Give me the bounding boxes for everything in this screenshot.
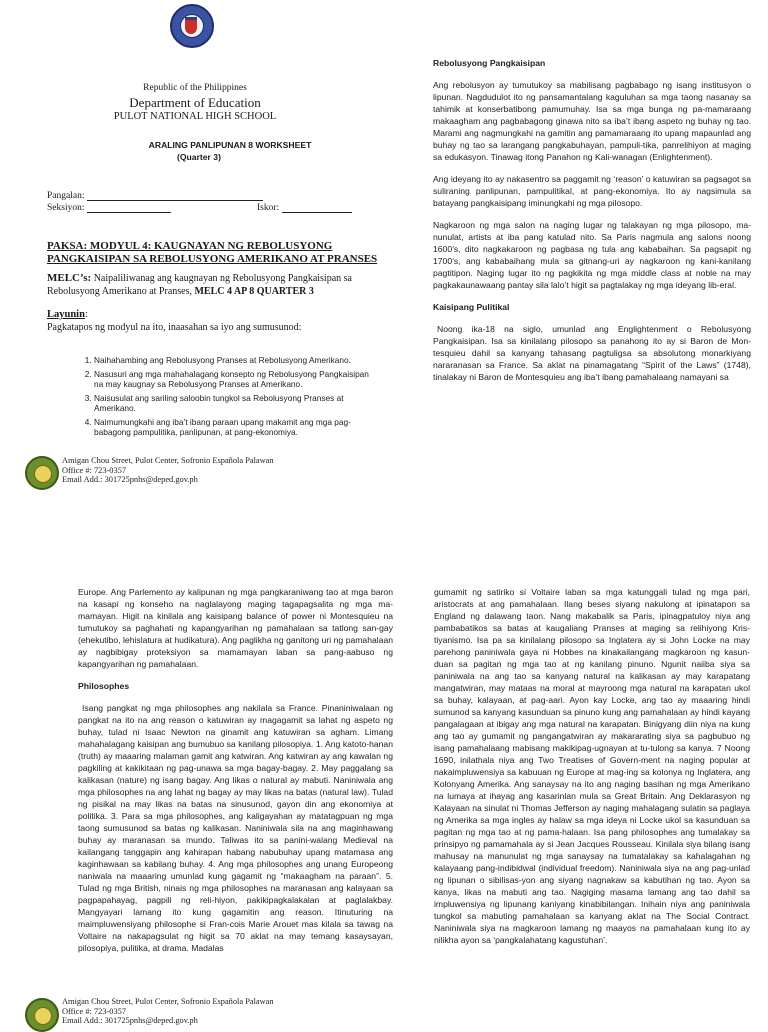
topic-heading <box>47 240 387 266</box>
page2-left-column <box>78 586 393 964</box>
paragraph: Noong ika-18 na siglo, umunlad ang Englightenment o Rebolusyong Pangkaisipan. Isa sa kinilalang pilosopo sa panahong ito ay si Baron de Mon-tesquieu dahil sa kanyang tahasang pagtuligsa sa absolutong monarkiyang nararanasan sa France. Sa aklat na pinamagatang “Spirit of the Laws” (1748), tinalakay ni Baron de Montesquieu ang iba’t ibang pamahalaang namayani sa <box>433 324 751 382</box>
objective-item: 3. Naisusulat ang sariling saloobin tungkol sa Rebolusyong Pranses at Amerikano. <box>94 393 374 414</box>
worksheet-title: ARALING PANLIPUNAN 8 WORKSHEET <box>148 140 312 150</box>
melc-text-a: Naipaliliwanag ang kaugnayan ng Rebolusyong Pangkaisipan sa <box>93 273 352 284</box>
paragraph: Nagkaroon ng mga salon na naging lugar ng talakayan ng mga pilosopo, ma-nunulat, artists at iba pang katulad nito. Sa Paris nagmula ang salons noong 1600’s, dito nagkakaroon ng pagbasa ng tula ang kababaihan. Sa pagsapit ng 1700’s, ang kababaihang mula sa gitnang-uri ay nagkaroon ng kani-kanilang pagtitipon. Naging lugar ito ng pagkikita ng mga middle class at noble na may pagkakaunawaang pantay sila lalo’t higit sa pagtalakay ng mga ideyang lib-eral. <box>433 220 751 290</box>
section-heading: Rebolusyong Pangkaisipan <box>433 58 546 68</box>
topic-line-2: PANGKAISIPAN SA REBOLUSYONG AMERIKANO AT PRANSES <box>47 253 378 265</box>
paragraph: Europe. Ang Parlemento ay kalipunan ng mga pangkaraniwang tao at mga baron na kasapi ng konseho na naglalayong maging tagapagsalita ng mga ma-mamayan. Higit na kinilala ang kaisipang balance of power ni Montesquieu na tumutukoy sa paghahati ng kapangyarihan ng pamahalaan sa tatlong san-gay (ehekutibo, lehislatura at hudikatura). Ang paglikha ng ganitong uri ng pamahalaan ay nagbibigay proteksiyon sa mamamayan laban sa pang-aabuso ng kapangyarihan ng pamahalaan. <box>78 587 393 669</box>
footer-address: Amigan Chou Street, Pulot Center, Sofronio Española Palawan <box>62 456 274 465</box>
objective-item: 1. Naihahambing ang Rebolusyong Pranses at Rebolusyong Amerikano. <box>94 355 374 366</box>
section-heading: Philosophes <box>78 681 130 691</box>
header-school: PULOT NATIONAL HIGH SCHOOL <box>113 111 277 122</box>
section-label: Seksiyon: <box>47 203 85 213</box>
page2-footer <box>62 997 322 1026</box>
section-field[interactable] <box>47 203 171 213</box>
melc-label: MELC’s: <box>47 272 92 284</box>
page1-right-column <box>433 57 751 393</box>
paragraph: Isang pangkat ng mga philosophes ang nakilala sa France. Pinaniniwalaan ng pangkat na ito na ang reason o katuwiran ay magagamit sa lahat ng aspeto ng buhay, tulad ni Isaac Newton na ginamit ang katuwiran sa agham. Limang mahahalagang kaisipan ang bumubuo sa kanilang pilosopiya. 1. Ang katoto-hanan (truth) ay maaaring malaman gamit ang katwiran. Ang katwiran ay ang kawalan ng pagkiling at kakikitaan ng pag-unawa sa mga bagay-bagay. 2. May paggalang sa kalikasan (nature) ng isang bagay. Ang likas o natural ay mabuti. Naniniwala ang mga philosophes na ang lahat ng bagay ay may likas na batas (natural law). Tulad ng pisikal na may likas na batas na sinusunod, gayon din ang ekonomiya at politika. 3. Para sa mga philosophes, ang kaligayahan ay matatagpuan ng mga taong sumusunod sa batas ng kalikasan. Naniniwala sila na ang maginhawang buhay ay maranasan sa mundo. Taliwas ito sa panini-walang Medieval na kailangang tanggapin ang kahirapan habang nabubuhay upang matamasa ang kaginhawaan sa kabilang buhay. 4. Ang mga philosophes ang unang Europeong naniwala na maaaring umunlad kung gagamit ng “makaagham na paraan”. 5. Tulad ng mga British, ninais ng mga philosophes na maranasan ang kalayaan sa pagpapahayag, pagpili ng reli-hiyon, pakikipagkalakalan at paglalakbay. Mangyayari lamang ito kung gagamitin ang reason. Itinuturing na maimpluwensiyang philosophe si Fran-cois Marie Arouet mas kilala sa tawag na Voltaire na nakapagsulat ng higit sa 70 aklat na may temang kasaysayan, pilosopiya, pulitika, at drama. Madalas <box>78 703 393 953</box>
footer-address: Amigan Chou Street, Pulot Center, Sofronio Española Palawan <box>62 997 274 1006</box>
layunin-colon: : <box>84 309 88 320</box>
objectives-list <box>80 355 374 441</box>
name-label: Pangalan: <box>47 191 85 201</box>
score-label: Iskor: <box>257 203 280 213</box>
layunin-label: Layunin <box>47 309 85 320</box>
page2-right-column <box>434 586 750 956</box>
footer-office: Office #: 723-0357 <box>62 1006 127 1016</box>
footer-office: Office #: 723-0357 <box>62 465 127 475</box>
header-country: Republic of the Philippines <box>143 83 247 93</box>
page1-footer <box>62 456 322 485</box>
school-logo-icon <box>25 456 59 490</box>
footer-email: Email Add.: 301725pnhs@deped.gov.ph <box>62 475 198 484</box>
layunin-heading <box>47 309 88 320</box>
section-input[interactable] <box>87 203 171 213</box>
score-input[interactable] <box>282 203 352 213</box>
name-field[interactable] <box>47 191 263 201</box>
header-department: Department of Education <box>129 95 261 110</box>
topic-line-1: PAKSA: MODYUL 4: KAUGNAYAN NG REBOLUSYONG <box>47 240 333 252</box>
deped-seal-icon <box>170 4 214 48</box>
objective-item: 4. Naimumungkahi ang iba’t ibang paraan upang makamit ang mga pag-babagong pampulitika, panlipunan, at pang-ekonomiya. <box>94 417 374 438</box>
footer-email: Email Add.: 301725pnhs@deped.gov.ph <box>62 1016 198 1025</box>
name-input[interactable] <box>87 191 263 201</box>
objective-item: 2. Nasusuri ang mga mahahalagang konsepto ng Rebolusyong Pangkaisipan na may kaugnay sa Rebolusyong Pranses at Amerikano. <box>94 369 374 390</box>
paragraph: Ang ideyang ito ay nakasentro sa paggamit ng ‘reason’ o katuwiran sa pagsagot sa suliraning panlipunan, pampulitikal, at pang-ekonomiya. Ito ay nagsimula sa batayang pangkaisipang iminungkahi ng mga pilosopo. <box>433 174 751 208</box>
school-logo-icon <box>25 998 59 1032</box>
melc-block <box>47 272 387 298</box>
paragraph: gumamit ng satiriko si Voltaire laban sa mga katunggali tulad ng mga pari, aristocrats at ang pamahalaan. Ilang beses siyang nakulong at ipinatapon sa England ng dalawang taon. Nang makabalik sa Paris, ipinagpatuloy niya ang pambabatikos sa batas at kaugaliang Pranses at maging sa relihiyong Kris-tiyanismo. Isa pa sa kinilalang pilosopo sa Inglatera ay si John Locke na may parehong paniniwala gaya ni Hobbes na kinakailangang magkaroon ng kasun-duan sa pagitan ng mga tao at ng kanilang pinuno. Ngunit naiiba siya sa paniniwala na ang tao sa kanyang natural na kalikasan ay may karapatang mangatwiran, may mataas na moral at mayroong mga natural na karapatan ukol sa buhay, kalayaan, at pag-aari. Ayon kay Locke, ang tao ay maaaring hindi sumunod sa kanyang kasunduan sa pinuno kung ang pamahalaan ay hindi kayang pangalagaan at ibigay ang mga natural na karapatan. Binigyang diin niya na kung ang tao ay gumamit ng pangangatwiran ay makararating siya sa pagbubuo ng isang pamahalaang mabisang makikipag-ugnayan at tu-tulong sa kanya. 7 Noong 1690, inilathala niya ang Two Treatises of Govern-ment na naging popular at nakaimpluwensiya sa kabuuan ng Europe at mag-ing sa kolonya ng Inglatera, ang Kolonyang Amerika. Ang sanaysay na ito ang naging basihan ng mga Amerikano na lumaya at ihayag ang kasarinlan mula sa Great Britain. Ang Deklarasyon ng Kalayaan na sinulat ni Thomas Jefferson ay naging mahalagang sulatin sa paglaya ng Amerika sa mga ingles ay halaw sa mga ideya ni Locke ukol sa kasunduan sa pagitan ng mga tao at ng pama-halaan. Isa pang philosophes ang tumalakay sa prinsipyo ng pamamahala ay si Jean Jacques Rousseau. Kinilala siya bilang isang mahusay na manunulat ng mga sanaysay na tumatalakay sa kahalagahan ng kalayaang pang-indibidwal (individual freedom). Naniniwala siya na ang pag-unlad ng lipunan o sibilisas-yon ang siyang nagnakaw sa kabutihan ng tao. Ayon sa kanya, likas na mabuti ang tao. Nagiging masama lamang ang tao dahil sa impluwensiya ng lipunang kaniyang kinabibilangan. Inihain niya ang paniniwala tungkol sa mabuting pamahalaan sa kanyang aklat na The Social Contract. Naniniwala siya na magkaroon lamang ng maayos na pamahalaan kung ito ay nilikha ayon sa ‘pangkalahatang kagustuhan’. <box>434 587 750 945</box>
melc-code: MELC 4 AP 8 QUARTER 3 <box>194 286 314 297</box>
melc-text-b: Rebolusyong Amerikano at Pranses, <box>47 286 192 297</box>
section-heading: Kaisipang Pulitikal <box>433 302 510 312</box>
paragraph: Ang rebolusyon ay tumutukoy sa mabilisang pagbabago ng isang institusyon o lipunan. Nagdudulot ito ng pansamantalang kaguluhan sa mga taong nasanay sa tahimik at konserbatibong pamumuhay. Isa sa mga bunga ng pa-mamaraang makaagham ang pagbabagong ginawa nito sa iba’t ibang aspeto ng buhay ng tao. Marami ang nagmungkahi na gamitin ang pamamaraang ito upang mapaunlad ang buhay ng tao sa larangang pangkabuhayan, pampuli-tika, panrelihiyon at maging sa edukasyon. Tinawag itong Panahon ng Kali-wanagan (Enlightenment). <box>433 80 751 162</box>
score-field[interactable] <box>257 203 352 213</box>
layunin-intro: Pagkatapos ng modyul na ito, inaasahan sa iyo ang sumusunod: <box>47 322 302 333</box>
worksheet-quarter: (Quarter 3) <box>177 152 221 162</box>
